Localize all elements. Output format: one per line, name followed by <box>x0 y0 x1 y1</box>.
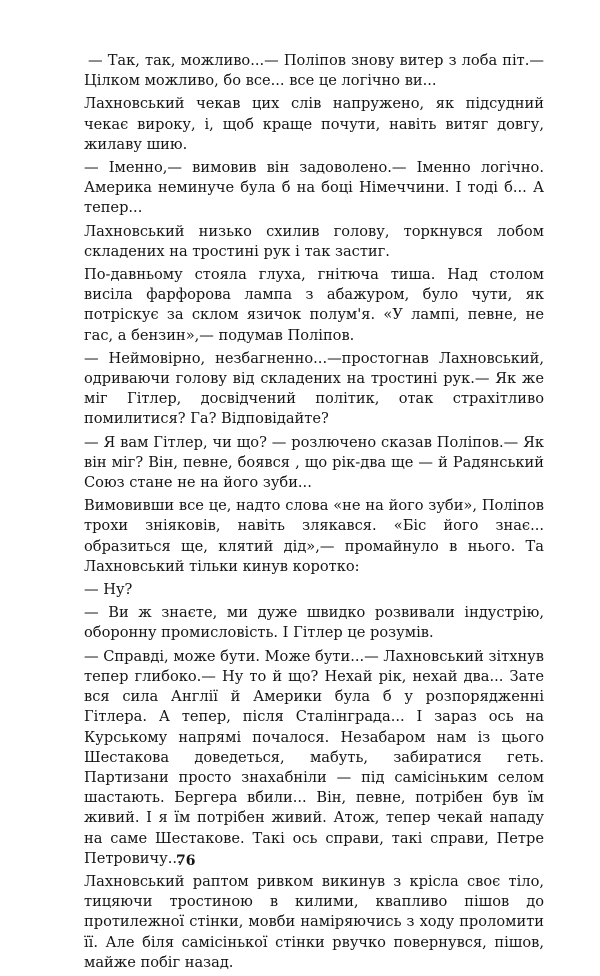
paragraph-12: Лахновський раптом ривком викинув з крісла своє тіло, тицяючи тростиною в килими, квапливо пішов до протилежної стінки, мовби наміряючись з ходу проломити її. Але біля самісінької стінки рвучко повернувся, пішов, майже побіг назад. <box>84 872 544 971</box>
paragraph-1: — Так, так, можливо...— Поліпов знову витер з лоба піт.— Цілком можливо, бо все... все це логічно ви... <box>84 52 544 90</box>
paragraph-10: — Ви ж знаєте, ми дуже швидко розвивали індустрію, оборонну промисловість. І Гітлер це розумів. <box>84 604 544 642</box>
paragraph-6: — Неймовірно, незбагненно...—простогнав Лахновський, одриваючи голову від складених на тростині рук.— Як же міг Гітлер, досвідчений політик, отак страхітливо помилитися? Га? Відповідайте? <box>84 349 544 428</box>
page-number: 76 <box>176 853 196 869</box>
paragraph-9: — Ну? <box>84 581 133 599</box>
paragraph-2: Лахновський чекав цих слів напружено, як підсудний чекає вироку, і, щоб краще почути, навіть витяг довгу, жилаву шию. <box>84 95 544 153</box>
paragraph-5: По-давньому стояла глуха, гнітюча тиша. Над столом висіла фарфорова лампа з абажуром, було чути, як потріскує за склом язичок полум'я. «У лампі, певне, не гас, а бензин»,— подумав Поліпов. <box>84 266 544 344</box>
paragraph-8: Вимовивши все це, надто слова «не на його зуби», Поліпов трохи зніяковів, навіть злякався. «Біс його знає... образиться ще, клятий дід»,— промайнуло в нього. Та Лахновський тільки кинув коротко: <box>84 497 544 575</box>
paragraph-4: Лахновський низько схилив голову, торкнувся лобом складених на тростині рук і так застиг. <box>84 222 544 260</box>
paragraph-11: — Справді, може бути. Може бути...— Лахновський зітхнув тепер глибоко.— Ну то й що? Нехай рік, нехай два... Зате вся сила Англії й Америки була б у розпорядженні Гітлера. А тепер, після Сталінграда... І зараз ось на Курському напрямі почалося. Незабаром нам із цього Шестакова доведеться, мабуть, забиратися геть. Партизани просто знахабніли — під самісіньким селом шастають. Бергера вбили... Він, певне, потрібен був їм живий. І я їм потрібен живий. Атож, тепер чекай нападу на саме Шестакове. Такі ось справи, такі справи, Петре Петровичу... <box>84 647 544 867</box>
paragraph-3: — Іменно,— вимовив він задоволено.— Іменно логічно. Америка неминуче була б на боці Німеччини. І тоді б... А тепер... <box>84 159 544 217</box>
paragraph-7: — Я вам Гітлер, чи що? — розлючено сказав Поліпов.— Як він міг? Він, певне, боявся , що рік-два ще — й Радянський Союз стане не на його зуби... <box>84 433 544 492</box>
page-text <box>84 51 544 976</box>
